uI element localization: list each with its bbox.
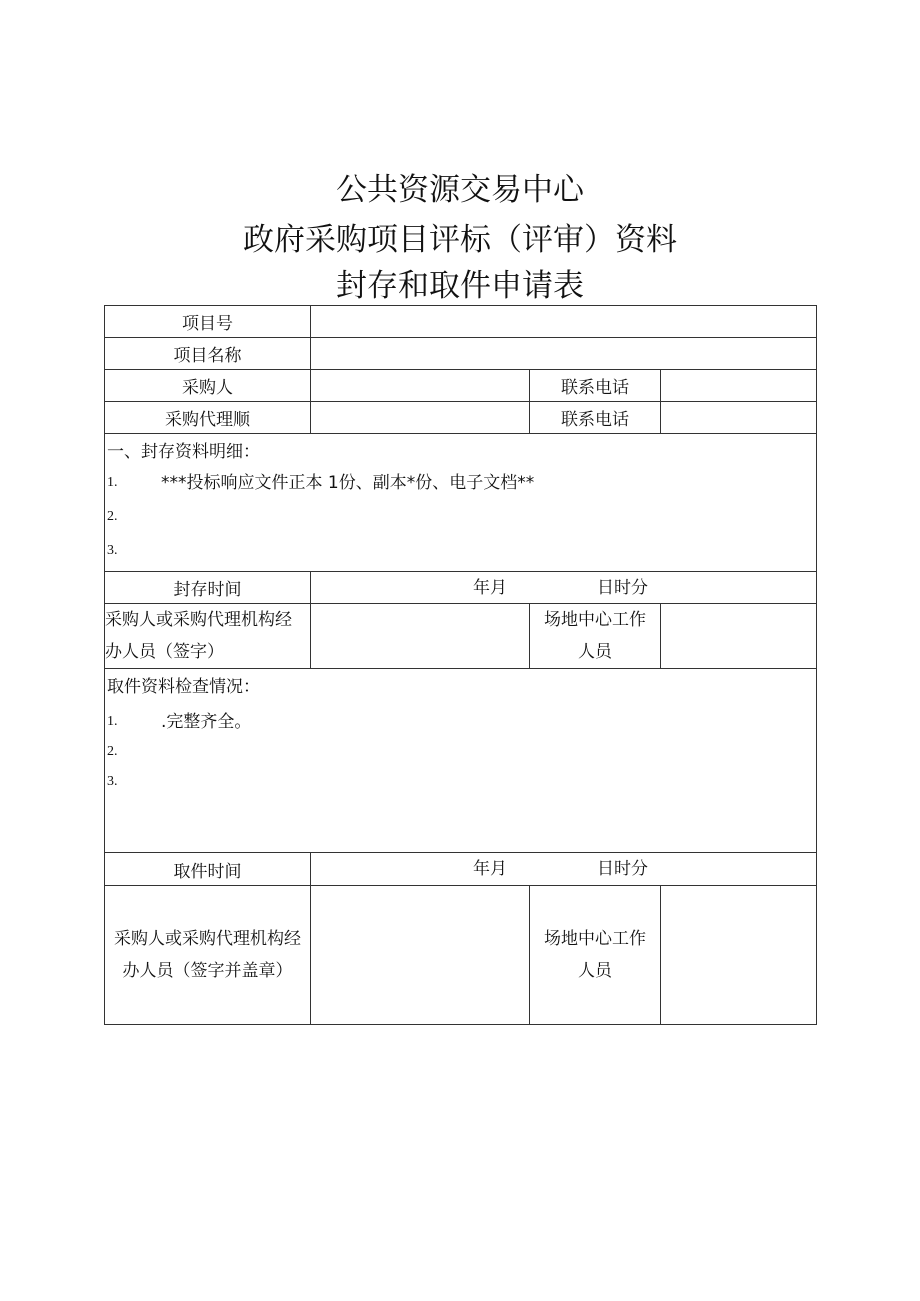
seal-item-number: 2. <box>107 509 118 524</box>
title-line-2: 政府采购项目评标（评审）资料 <box>243 222 677 258</box>
take-time-field[interactable] <box>311 853 817 886</box>
project-name-field[interactable] <box>311 338 817 370</box>
agent-row <box>105 402 817 434</box>
seal-center-staff-field[interactable] <box>661 604 817 669</box>
seal-time-field[interactable] <box>311 572 817 604</box>
agent-phone-label: 联系电话 <box>530 402 661 434</box>
purchaser-field[interactable] <box>311 370 530 402</box>
seal-day-time: 日时分 <box>597 578 648 598</box>
purchaser-phone-field[interactable] <box>661 370 817 402</box>
seal-item <box>105 500 816 534</box>
seal-sign-row <box>105 604 817 669</box>
title-line-1: 公共资源交易中心 <box>336 172 584 208</box>
check-item <box>105 737 816 767</box>
check-item-number: 3. <box>107 774 118 789</box>
agent-field[interactable] <box>311 402 530 434</box>
seal-handler-label <box>105 604 311 669</box>
check-item <box>105 767 816 797</box>
seal-item-number: 1. <box>107 475 118 490</box>
take-center-staff-label-line2: 人员 <box>578 961 612 981</box>
take-handler-signature-field[interactable] <box>311 886 530 1025</box>
check-item-number: 2. <box>107 744 118 759</box>
take-time-row <box>105 853 817 886</box>
check-status-row <box>105 669 817 853</box>
seal-details-cell[interactable] <box>105 434 817 572</box>
seal-item <box>105 534 816 568</box>
purchaser-phone-label: 联系电话 <box>530 370 661 402</box>
seal-center-staff-label-line2: 人员 <box>578 642 612 662</box>
check-item-number: 1. <box>107 714 118 729</box>
check-item-text: .完整齐全。 <box>161 712 252 732</box>
take-center-staff-label-line1: 场地中心工作 <box>544 929 646 949</box>
take-year-month: 年月 <box>473 859 507 879</box>
seal-details-header: 一、封存资料明细： <box>107 442 260 462</box>
seal-year-month: 年月 <box>473 578 507 598</box>
take-handler-label-line2: 办人员（签字并盖章） <box>122 961 293 981</box>
application-form-table <box>104 305 817 1025</box>
seal-handler-label-line1: 采购人或采购代理机构经 <box>105 610 292 630</box>
project-no-row <box>105 306 817 338</box>
purchaser-label: 采购人 <box>105 370 311 402</box>
seal-handler-signature-field[interactable] <box>311 604 530 669</box>
seal-time-label: 封存时间 <box>105 572 311 604</box>
project-no-field[interactable] <box>311 306 817 338</box>
seal-center-staff-label-line1: 场地中心工作 <box>544 610 646 630</box>
take-center-staff-field[interactable] <box>661 886 817 1025</box>
project-name-label: 项目名称 <box>105 338 311 370</box>
purchaser-row <box>105 370 817 402</box>
seal-center-staff-label <box>530 604 661 669</box>
check-item <box>105 707 816 737</box>
take-sign-row <box>105 886 817 1025</box>
agent-label: 采购代理顺 <box>105 402 311 434</box>
seal-item-number: 3. <box>107 543 118 558</box>
project-no-label: 项目号 <box>105 306 311 338</box>
agent-phone-field[interactable] <box>661 402 817 434</box>
take-center-staff-label <box>530 886 661 1025</box>
take-day-time: 日时分 <box>597 859 648 879</box>
seal-item <box>105 466 816 500</box>
take-handler-label-line1: 采购人或采购代理机构经 <box>114 929 301 949</box>
check-status-cell[interactable] <box>105 669 817 853</box>
take-handler-label <box>105 886 311 1025</box>
take-time-label: 取件时间 <box>105 853 311 886</box>
project-name-row <box>105 338 817 370</box>
seal-details-row <box>105 434 817 572</box>
seal-item-text: ***投标响应文件正本 1份、副本*份、电子文档** <box>161 473 535 493</box>
title-line-3: 封存和取件申请表 <box>336 268 584 304</box>
seal-time-row <box>105 572 817 604</box>
check-status-header: 取件资料检查情况： <box>107 677 260 697</box>
seal-handler-label-line2: 办人员（签字） <box>105 642 224 662</box>
